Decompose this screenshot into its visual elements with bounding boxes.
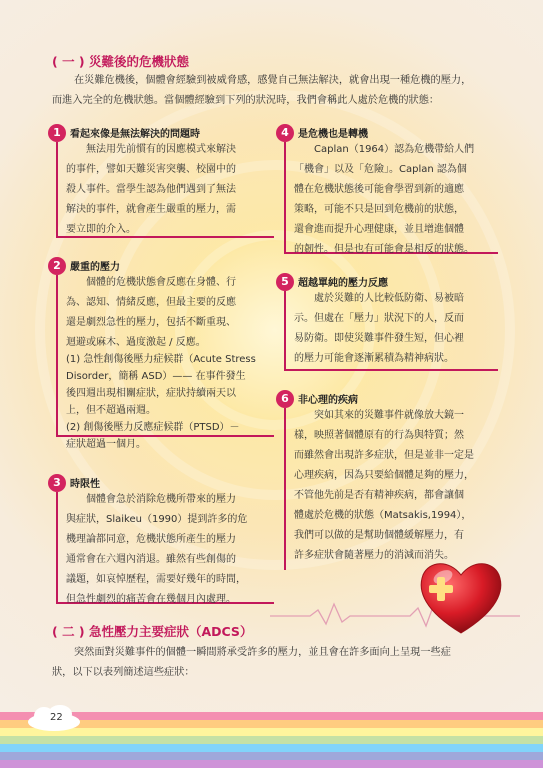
- card-line: 但急性劇烈的痛苦會在幾個月內處理。: [66, 594, 236, 605]
- card-line: 還是劇烈急性的壓力，包括不斷重現、: [66, 317, 236, 328]
- card-left-border: [284, 142, 286, 254]
- card-text: [294, 406, 498, 566]
- card-line: 為、認知、情緒反應，但最主要的反應: [66, 297, 236, 308]
- intro-line: 狀，以下以表列簡述這些症狀：: [52, 667, 195, 678]
- card-5: [276, 273, 498, 369]
- card-line: 要立即的介入。: [66, 224, 136, 235]
- card-6: [276, 390, 498, 570]
- card-line: (2) 創傷後壓力反應症候群（PTSD）－: [66, 422, 240, 433]
- card-bottom-border: [284, 369, 498, 371]
- heart-icon: [415, 555, 507, 637]
- card-title: 超越單純的壓力反應: [298, 278, 388, 289]
- card-line: 無法用先前慣有的因應模式來解決: [86, 144, 236, 155]
- card-title: 嚴重的壓力: [70, 262, 120, 273]
- card-line: 個體的危機狀態會反應在身體、行: [86, 277, 236, 288]
- card-left-border: [56, 275, 58, 437]
- card-line: 我們可以做的是幫助個體緩解壓力，有: [294, 530, 464, 541]
- card-2: [48, 257, 273, 450]
- card-title: 時限性: [70, 479, 100, 490]
- card-line: 症狀超過一個月。: [66, 439, 146, 450]
- card-number: 2: [48, 257, 66, 275]
- card-line: 體處於危機的狀態（Matsakis,1994），: [294, 510, 472, 521]
- card-title: 非心理的疾病: [298, 395, 358, 406]
- card-4: [276, 124, 498, 254]
- card-line: 與症狀，Slaikeu（1990）提到許多的危: [66, 514, 248, 525]
- card-line: 而雖然會出現許多症狀，但是並非一定是: [294, 450, 474, 461]
- card-text: [66, 490, 270, 610]
- card-left-border: [56, 142, 58, 238]
- card-number: 6: [276, 390, 294, 408]
- card-line: (1) 急性創傷後壓力症候群（Acute Stress: [66, 354, 256, 365]
- intro-line: 突然面對災難事件的個體一瞬間將承受許多的壓力，並且會在許多面向上呈現一些症: [74, 647, 451, 658]
- card-text: [66, 140, 270, 240]
- card-line: 策略，可能不只是回到危機前的狀態，: [294, 204, 464, 215]
- card-line: 上，但不超過兩週。: [66, 405, 156, 416]
- card-line: 示。但處在「壓力」狀況下的人，反而: [294, 313, 464, 324]
- card-line: 「機會」以及「危險」。Caplan 認為個: [294, 164, 467, 175]
- card-line: Caplan（1964）認為危機帶給人們: [314, 144, 475, 155]
- card-line: 許多症狀會隨著壓力的消減而消失。: [294, 550, 454, 561]
- card-title: 是危機也是轉機: [298, 129, 368, 140]
- card-number: 1: [48, 124, 66, 142]
- card-line: 體在危機狀態後可能會學習到新的適應: [294, 184, 464, 195]
- card-left-border: [284, 408, 286, 570]
- card-line: 樣，映照著個體原有的行為與特質；然: [294, 430, 464, 441]
- section-title: ( 二 ) 急性壓力主要症狀（ADCS）: [52, 624, 253, 639]
- card-number: 3: [48, 474, 66, 492]
- card-number: 5: [276, 273, 294, 291]
- card-line: 突如其來的災難事件就像放大鏡一: [314, 410, 464, 421]
- card-text: [66, 273, 270, 353]
- intro-line: 而進入完全的危機狀態。當個體經驗到下列的狀況時，我們會稱此人處於危機的狀態：: [52, 95, 440, 106]
- card-line: 議題，如哀悼歷程，需要好幾年的時間，: [66, 574, 246, 585]
- card-line: 迴避或麻木、過度激起 / 反應。: [66, 337, 206, 348]
- card-line: 後四週出現相關症狀，症狀持續兩天以: [66, 388, 236, 399]
- card-line: 個體會急於消除危機所帶來的壓力: [86, 494, 236, 505]
- card-line: 解決的事件，就會產生嚴重的壓力，需: [66, 204, 236, 215]
- card-line: 的事件，譬如天難災害突襲、校園中的: [66, 164, 236, 175]
- section-title: ( 一 ) 災難後的危機狀態: [52, 54, 189, 69]
- card-number: 4: [276, 124, 294, 142]
- card-line: 的壓力可能會逐漸累積為精神病狀。: [294, 353, 454, 364]
- card-line: 處於災難的人比較低防衛、易被暗: [314, 293, 464, 304]
- card-line: 還會進而提升心理健康，並且增進個體: [294, 224, 464, 235]
- card-1: [48, 124, 273, 244]
- card-3: [48, 474, 273, 604]
- card-line: 機理論都同意，危機狀態所產生的壓力: [66, 534, 236, 545]
- card-line: 的韌性。但是也有可能會是相反的狀態。: [294, 244, 474, 255]
- card-subtext: [66, 351, 274, 453]
- card-line: 殺人事件。當學生認為他們遇到了無法: [66, 184, 236, 195]
- card-line: 不管他先前是否有精神疾病，都會讓個: [294, 490, 464, 501]
- card-text: [294, 289, 498, 369]
- page-number: 22: [50, 712, 63, 723]
- card-left-border: [56, 492, 58, 604]
- card-left-border: [284, 291, 286, 371]
- intro-line: 在災難危機後，個體會經驗到被威脅感，感覺自己無法解決，就會出現一種危機的壓力，: [74, 75, 472, 86]
- card-text: [294, 140, 498, 260]
- card-line: 易防衛。即使災難事件發生短，但心裡: [294, 333, 464, 344]
- card-line: 心理疾病，因為只要給個體足夠的壓力，: [294, 470, 474, 481]
- card-line: 通常會在六週內消退。雖然有些創傷的: [66, 554, 236, 565]
- card-line: Disorder，簡稱 ASD）—— 在事件發生: [66, 371, 246, 382]
- card-title: 看起來像是無法解決的問題時: [70, 129, 200, 140]
